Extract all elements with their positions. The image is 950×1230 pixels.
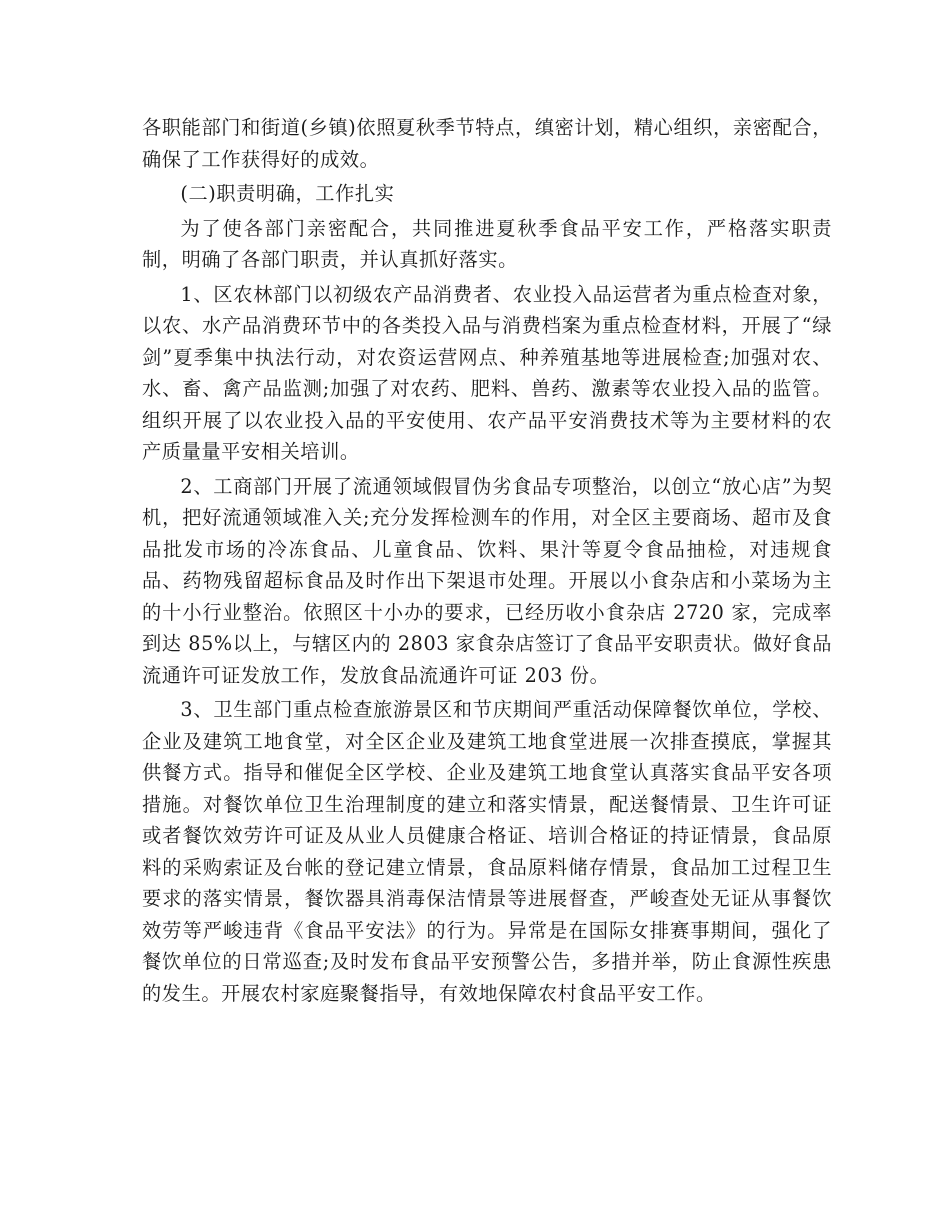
- section-heading: (二)职责明确，工作扎实: [180, 182, 395, 205]
- paragraph-item-3: 3、卫生部门重点检查旅游景区和节庆期间严重活动保障餐饮单位，学校、企业及建筑工地食堂，对全区企业及建筑工地食堂进展一次排查摸底，掌握其供餐方式。指导和催促全区学校、企业及建筑工地食堂认真落实食品平安各项措施。对餐饮单位卫生治理制度的建立和落实情景，配送餐情景、卫生许可证或者餐饮效劳许可证及从业人员健康合格证、培训合格证的持证情景，食品原料的采购索证及台帐的登记建立情景，食品原料储存情景，食品加工过程卫生要求的落实情景，餐饮器具消毒保洁情景等进展督查，严峻查处无证从事餐饮效劳等严峻违背《食品平安法》的行为。异常是在国际女排赛事期间，强化了餐饮单位的日常巡查;及时发布食品平安预警公告，多措并举，防止食源性疾患的发生。开展农村家庭聚餐指导，有效地保障农村食品平安工作。: [142, 698, 832, 1005]
- paragraph-intro: 为了使各部门亲密配合，共同推进夏秋季食品平安工作，严格落实职责制，明确了各部门职责，并认真抓好落实。: [142, 216, 832, 271]
- document-body: [142, 112, 832, 1009]
- paragraph-item-1: 1、区农林部门以初级农产品消费者、农业投入品运营者为重点检查对象，以农、水产品消费环节中的各类投入品与消费档案为重点检查材料，开展了“绿剑”夏季集中执法行动，对农资运营网点、种养殖基地等进展检查;加强对农、水、畜、禽产品监测;加强了对农药、肥料、兽药、激素等农业投入品的监管。组织开展了以农业投入品的平安使用、农产品平安消费技术等为主要材料的农产质量量平安相关培训。: [142, 282, 832, 463]
- paragraph-item-2: 2、工商部门开展了流通领域假冒伪劣食品专项整治，以创立“放心店”为契机，把好流通领域准入关;充分发挥检测车的作用，对全区主要商场、超市及食品批发市场的冷冻食品、儿童食品、饮料、果汁等夏令食品抽检，对违规食品、药物残留超标食品及时作出下架退市处理。开展以小食杂店和小菜场为主的十小行业整治。依照区十小办的要求，已经历收小食杂店 2720 家，完成率到达 85%以上，与辖区内的 2803 家食杂店签订了食品平安职责状。做好食品流通许可证发放工作，发放食品流通许可证 203 份。: [142, 474, 832, 687]
- paragraph-continuation: 各职能部门和街道(乡镇)依照夏秋季节特点，缜密计划，精心组织，亲密配合，确保了工作获得好的成效。: [142, 116, 832, 171]
